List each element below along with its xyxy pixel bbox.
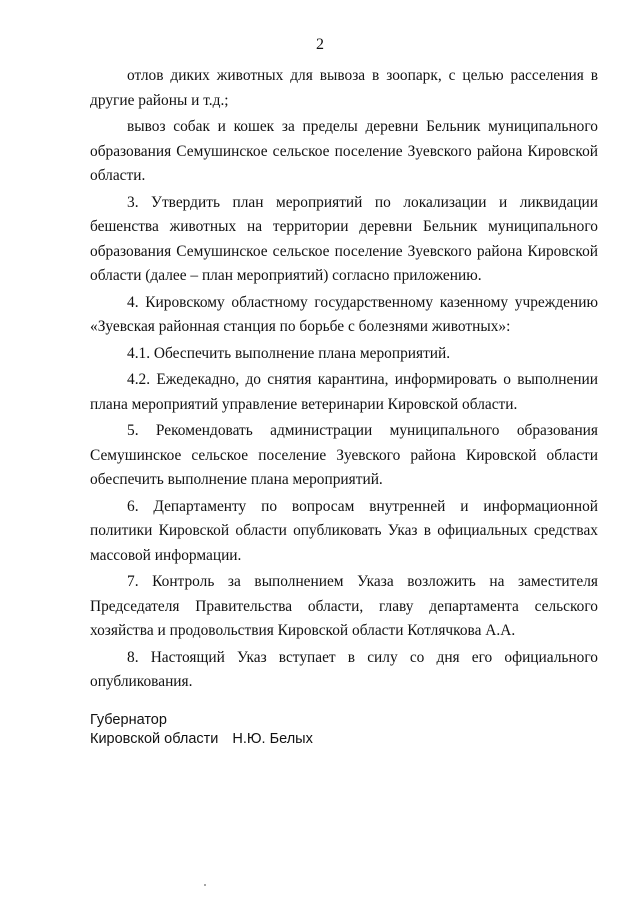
- paragraph-item-4-2: 4.2. Ежедекадно, до снятия карантина, информировать о выполнении плана мероприятий управление ветеринарии Кировской области.: [90, 371, 598, 413]
- scan-speck: [204, 884, 206, 886]
- signature-title: Губернатор: [90, 712, 167, 728]
- paragraph-item-6: 6. Департаменту по вопросам внутренней и информационной политики Кировской области опубликовать Указ в официальных средствах массовой информации.: [90, 497, 598, 564]
- paragraph-item-3: 3. Утвердить план мероприятий по локализации и ликвидации бешенства животных на территории деревни Бельник муниципального образования Семушинское сельское поселение Зуевского района Кировской области (далее – план мероприятий) согласно приложению.: [90, 193, 598, 284]
- signature-region: Кировской области: [90, 731, 219, 747]
- paragraph-item-7: 7. Контроль за выполнением Указа возложить на заместителя Председателя Правительства области, главу департамента сельского хозяйства и продовольствия Кировской области Котлячкова А.А.: [90, 573, 598, 639]
- signature-name: Н.Ю. Белых: [232, 731, 313, 747]
- paragraph-dogs-cats: вывоз собак и кошек за пределы деревни Бельник муниципального образования Семушинское сельское поселение Зуевского района Кировской области.: [90, 118, 598, 184]
- signature-region-line: [90, 730, 313, 749]
- paragraph-wild-animals: отлов диких животных для вывоза в зоопарк, с целью расселения в другие районы и т.д.;: [90, 67, 598, 109]
- paragraph-item-5: 5. Рекомендовать администрации муниципального образования Семушинское сельское поселение Зуевского района Кировской области обеспечить выполнение плана мероприятий.: [90, 422, 598, 488]
- paragraph-item-4: 4. Кировскому областному государственному казенному учреждению «Зуевская районная станция по борьбе с болезнями животных»:: [90, 293, 598, 335]
- document-body: [90, 64, 598, 695]
- signature-block: [90, 711, 313, 749]
- paragraph-item-8: 8. Настоящий Указ вступает в силу со дня его официального опубликования.: [90, 648, 598, 690]
- page-number: 2: [316, 36, 324, 53]
- paragraph-item-4-1: 4.1. Обеспечить выполнение плана мероприятий.: [127, 344, 451, 362]
